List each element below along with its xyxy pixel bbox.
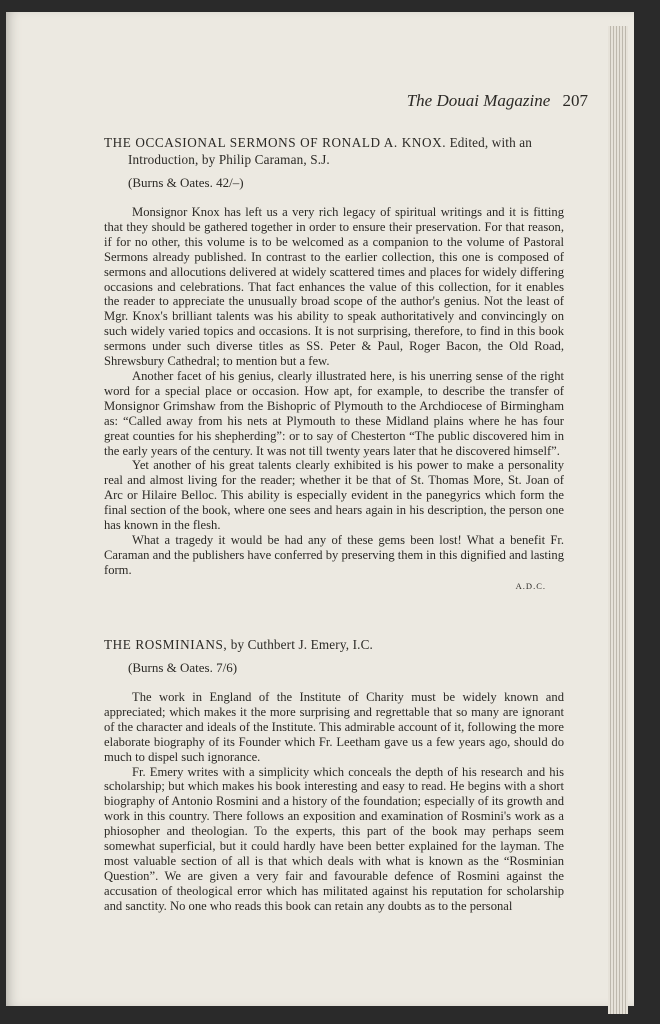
review-title: THE OCCASIONAL SERMONS OF RONALD A. KNOX. xyxy=(104,135,447,150)
review-subtitle: by Cuthbert J. Emery, I.C. xyxy=(230,637,373,652)
review-publisher: (Burns & Oates. 42/–) xyxy=(128,175,244,190)
review-paragraph: Yet another of his great talents clearly exhibited is his power to make a personality real and almost living for the reader; whether it be that of St. Thomas More, St. Joan of Arc or Hilaire Belloc. This ability is especially evident in the panegyrics which form the final section of the book, where one sees and hears again in his description, the person one has known in the flesh. xyxy=(104,458,564,533)
running-head xyxy=(0,91,588,111)
review-body xyxy=(104,205,564,578)
review-paragraph: Monsignor Knox has left us a very rich legacy of spiritual writings and it is fitting that they should be gathered together in order to ensure their preservation. For that reason, if for no other, this volume is to be welcomed as a companion to the volume of Pastoral Sermons already published. In contrast to the earlier collection, this one is composed of sermons and allocutions delivered at widely scattered times and places for widely differing occasions and celebrations. That fact enhances the value of this collection, for it enables the reader to appreciate the unusually broad scope of the author's genius. Not the least of Mgr. Knox's brilliant talents was his ability to speak authoritatively and convincingly on such widely varied topics and occasions. It is not surprising, therefore, to find in this book sermons under such diverse titles as SS. Peter & Paul, Roger Bacon, the Old Road, Shrewsbury Cathedral; to mention but a few. xyxy=(104,205,564,369)
page-edges xyxy=(608,26,628,1014)
review-subtitle: Edited, with an Introduction, by Philip Caraman, S.J. xyxy=(128,135,533,167)
review-rosminians xyxy=(104,636,564,914)
review-heading xyxy=(104,636,564,653)
review-paragraph: Fr. Emery writes with a simplicity which conceals the depth of his research and his scholarship; but which makes his book interesting and easy to read. He begins with a short biography of Antonio Rosmini and a history of the foundation; especially of its growth and work in this country. There follows an exposition and examination of Rosmini's work as a phiosopher and theologian. To the experts, this part of the book may perhaps seem somewhat superficial, but it could hardly have been better explained for the layman. The most valuable section of all is that which deals with what is known as the “Rosminian Question”. We are given a very fair and favourable defence of Rosmini against the accusation of theological error which has militated against his reputation for scholarship and sanctity. No one who reads this book can retain any doubts as to the personal xyxy=(104,764,564,913)
magazine-title: The Douai Magazine xyxy=(406,91,551,110)
review-heading xyxy=(104,134,564,168)
reviewer-initials: A.D.C. xyxy=(515,580,546,591)
review-knox-sermons xyxy=(104,134,564,591)
review-title: THE ROSMINIANS, xyxy=(104,637,228,652)
review-paragraph: The work in England of the Institute of Charity must be widely known and appreciated; which makes it the more surprising and regrettable that so many are ignorant of the character and ideals of the Institute. This admirable account of it, following the more elaborate biography of its Founder which Fr. Leetham gave us a few years ago, should do much to dispel such ignorance. xyxy=(104,690,564,764)
review-paragraph: What a tragedy it would be had any of these gems been lost! What a benefit Fr. Caraman and the publishers have conferred by preserving them in this dignified and lasting form. xyxy=(104,532,564,577)
review-publisher: (Burns & Oates. 7/6) xyxy=(128,660,238,675)
page-number: 207 xyxy=(562,91,588,110)
review-paragraph: Another facet of his genius, clearly illustrated here, is his unerring sense of the right word for a special place or occasion. How apt, for example, to describe the transfer of Monsignor Grimshaw from the Bishopric of Plymouth to the Archdiocese of Birmingham as: “Called away from his nets at Plymouth to these Midland plains where he has four great counties for his shepherding”: or to say of Chesterton “The public discovered him in the early years of the century. It was not till twenty years later that he discovered himself”. xyxy=(104,368,564,458)
review-body xyxy=(104,690,564,914)
